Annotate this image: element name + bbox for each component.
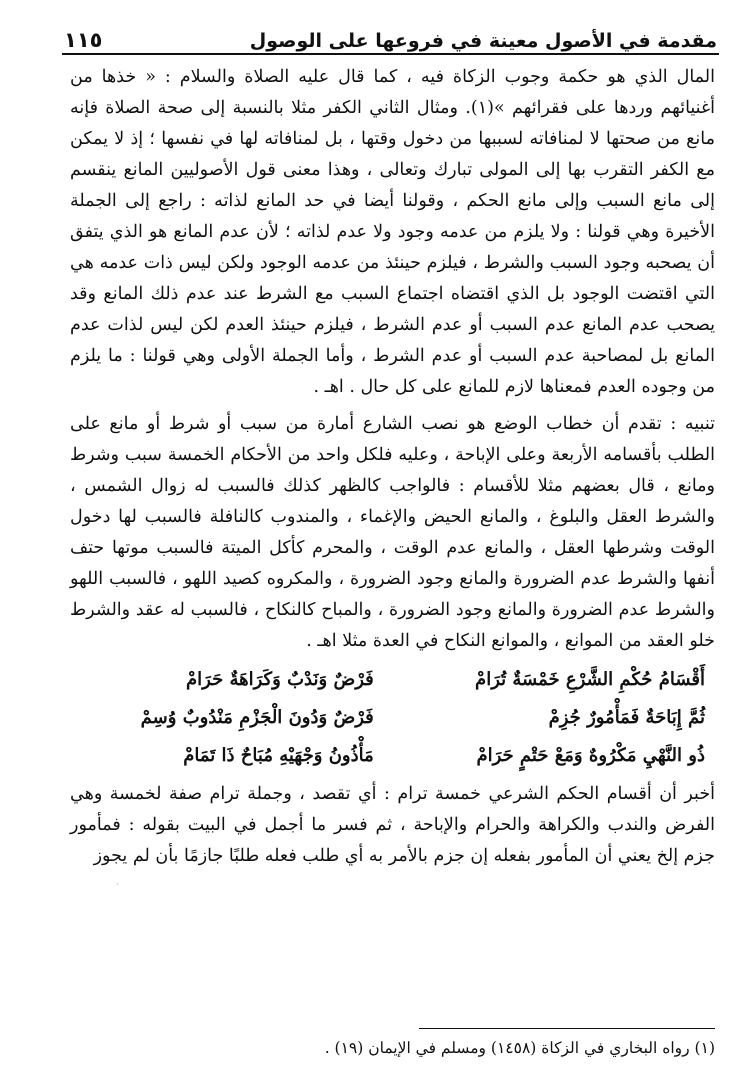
verse-2 [70, 699, 715, 737]
verse-3-first-hemistich: ذُو النَّهْيِ مَكْرُوهٌ وَمَعْ حَتْمٍ حَرَامْ [476, 745, 705, 766]
verse-1-second-hemistich: فَرْضٌ وَنَدْبٌ وَكَرَاهَةٌ حَرَامْ [186, 669, 374, 690]
page-number: ١١٥ [64, 28, 103, 52]
running-title: مقدمة في الأصول معينة في فروعها على الوصول [249, 30, 717, 52]
stray-mark: · [116, 880, 119, 889]
verse-3 [70, 737, 715, 775]
verse-2-first-hemistich: ثُمَّ إِبَاحَةٌ فَمَأْمُورٌ جُزِمْ [548, 707, 705, 728]
page-header [64, 12, 717, 52]
poem-verses [70, 661, 715, 775]
footnote-rule [419, 1028, 715, 1029]
paragraph-3: أخبر أن أقسام الحكم الشرعي خمسة ترام : أي تقصد ، وجملة ترام صفة لخمسة وهي الفرض والندب والكراهة والحرام والإباحة ، ثم فسر ما أجمل في البيت بقوله : فمأمور جزم إلخ يعني أن المأمور بفعله إن جزم بالأمر به أي طلب فعله طلبًا جازمًا بأن لم يجوز [70, 784, 715, 866]
verse-1-first-hemistich: أَقْسَامُ حُكْمِ الشَّرْعِ خَمْسَةٌ تُرَامْ [475, 669, 705, 690]
paragraph-1: المال الذي هو حكمة وجوب الزكاة فيه ، كما قال عليه الصلاة والسلام : « خذها من أغنيائهم وردها على فقرائهم »(١). ومثال الثاني الكفر مثلا بالنسبة إلى صحة الصلاة فإنه مانع من صحتها لا لمنافاته لسببها من دخول وقتها ، بل لمنافاته لها في نفسها ؛ إذ لا يمكن مع الكفر التقرب بها إلى المولى تبارك وتعالى ، وهذا معنى قول الأصوليين المانع ينقسم إلى مانع السبب وإلى مانع الحكم ، وقولنا أيضا في حد المانع لذاته : راجع إلى الجملة الأخيرة وهي قولنا : ولا يلزم من عدمه وجود ولا عدم لذاته ؛ لأن عدم المانع هو الذي يتفق أن يصحبه وجود السبب والشرط ، فيلزم حينئذ من عدمه الوجود ولكن ليس ذات عدمه هي التي اقتضت الوجود بل الذي اقتضاه اجتماع السبب مع الشرط عند عدم ذلك المانع وقد يصحب عدم المانع عدم السبب أو عدم الشرط ، فيلزم حينئذ العدم لكن ليس لذات عدم المانع بل لمصاحبة عدم السبب أو عدم الشرط ، وأما الجملة الأولى وهي قولنا : ما يلزم من وجوده العدم فمعناها لازم للمانع على كل حال . اهـ . [70, 67, 715, 397]
header-rule [62, 53, 719, 55]
verse-2-second-hemistich: فَرْضٌ وَدُونَ الْجَزْمِ مَنْدُوبٌ وُسِمْ [140, 707, 374, 728]
paragraph-2: تنبيه : تقدم أن خطاب الوضع هو نصب الشارع أمارة من سبب أو شرط أو مانع على الطلب بأقسامه الأربعة وعلى الإباحة ، وعليه فلكل واحد من الأحكام الخمسة سبب وشرط ومانع ، قال بعضهم مثلا للأقسام : فالواجب كالظهر كذلك فالسبب له زوال الشمس ، والشرط العقل والبلوغ ، والمانع الحيض والإغماء ، والمندوب كالنافلة فالسبب لها دخول الوقت وشرطها العقل ، والمانع عدم الوقت ، والمحرم كأكل الميتة فالسبب موتها حتف أنفها والشرط عدم الضرورة والمانع وجود الضرورة ، والمكروه كصيد اللهو ، فالسبب اللهو والشرط عدم الضرورة والمانع وجود الضرورة ، والمباح كالنكاح ، فالسبب له عقد والشرط خلو العقد من الموانع ، والموانع النكاح في العدة مثلا اهـ . [70, 414, 715, 651]
footnote: (١) رواه البخاري في الزكاة (١٤٥٨) ومسلم في الإيمان (١٩) . [324, 1039, 715, 1057]
verse-1 [70, 661, 715, 699]
main-text [70, 62, 715, 872]
verse-3-second-hemistich: مَأْذُونُ وَجْهَيْهِ مُبَاحٌ ذَا تَمَامْ [183, 745, 374, 766]
